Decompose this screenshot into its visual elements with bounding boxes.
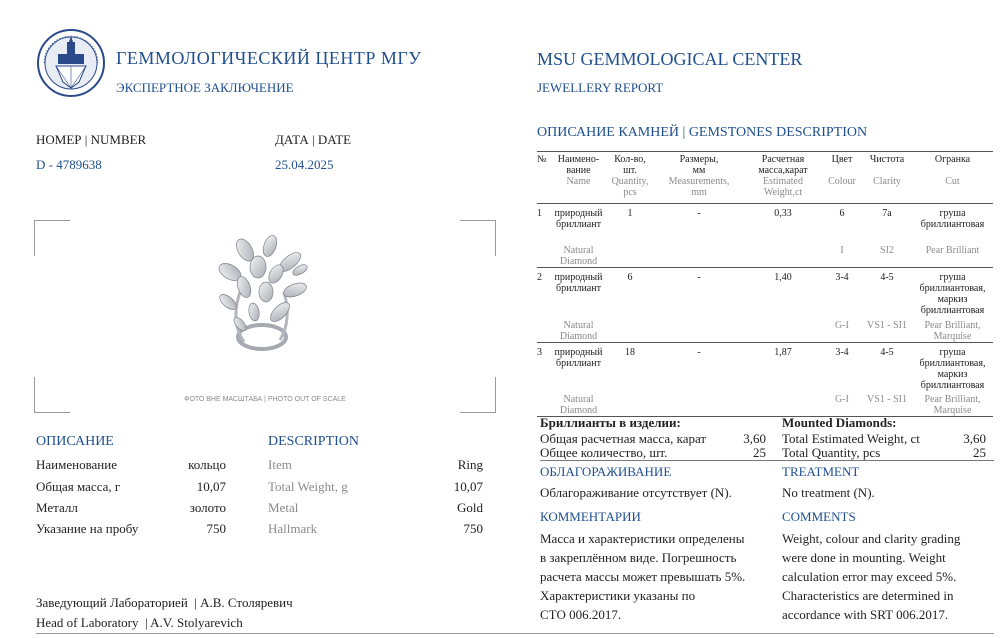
cell-colour-en: G-I — [822, 316, 862, 342]
hallmark-label-en: Hallmark — [268, 521, 318, 536]
photo-caption: ФОТО ВНЕ МАСШТАБА | PHOTO OUT OF SCALE — [184, 396, 346, 403]
total-weight-value-ru: 3,60 — [743, 431, 766, 446]
cell-name: природный бриллиант — [554, 346, 603, 369]
comment-line: СТО 006.2017. — [540, 607, 622, 622]
col-header-en: Estimated Weight,ct — [744, 176, 822, 204]
item-label-en: Item — [268, 457, 292, 472]
item-label-ru: Наименование — [36, 457, 117, 472]
mounted-heading-ru: Бриллианты в изделии: — [540, 415, 681, 430]
comment-line: в закреплённом виде. Погрешность — [540, 550, 737, 565]
cell-name: природный бриллиант — [554, 208, 603, 230]
signature-ru: Заведующий Лабораторией | А.В. Столяревич — [36, 595, 293, 610]
hallmark-value-en: 750 — [463, 521, 483, 536]
treatment-heading-ru: ОБЛАГОРАЖИВАНИЕ — [540, 464, 672, 479]
table-row — [537, 391, 993, 417]
col-header-qty: Кол-во, шт. — [606, 152, 654, 177]
col-header-name: Наимено- вание — [551, 152, 606, 177]
cell-qty: 1 — [627, 208, 633, 219]
description-heading-ru: ОПИСАНИЕ — [36, 434, 114, 449]
cell-colour-en: I — [822, 240, 862, 268]
cell-name: природный бриллиант — [554, 272, 603, 294]
cell-name-en: Natural Diamond — [551, 316, 606, 342]
comments-heading-en: COMMENTS — [782, 509, 856, 524]
comment-line: Характеристики указаны по — [540, 588, 696, 603]
msu-logo-icon — [36, 28, 106, 98]
bottom-divider — [36, 633, 994, 634]
total-qty-label-ru: Общее количество, шт. — [540, 445, 668, 460]
treatment-heading-en: TREATMENT — [782, 464, 860, 479]
col-header-size: Размеры, мм — [654, 152, 744, 177]
cell-no: 2 — [537, 272, 542, 283]
signature-en: Head of Laboratory | A.V. Stolyarevich — [36, 615, 243, 630]
col-header-en: Cut — [912, 176, 993, 204]
cell-clarity-en: VS1 - SI1 — [862, 316, 912, 342]
total-weight-label-ru: Общая расчетная масса, карат — [540, 431, 707, 446]
photo-frame-corner — [460, 220, 496, 256]
weight-value-en: 10,07 — [453, 479, 483, 494]
ring-photo — [200, 232, 320, 362]
metal-value-ru: золото — [189, 500, 226, 515]
weight-value-ru: 10,07 — [196, 479, 226, 494]
hallmark-label-ru: Указание на пробу — [36, 521, 139, 536]
table-row — [537, 342, 993, 391]
cell-colour: 3-4 — [835, 346, 849, 358]
cell-size: - — [697, 346, 701, 358]
photo-frame-corner — [34, 220, 70, 256]
report-subtitle-ru: ЭКСПЕРТНОЕ ЗАКЛЮЧЕНИЕ — [116, 80, 294, 95]
cell-colour-en: G-I — [822, 391, 862, 417]
cell-size: - — [697, 272, 701, 283]
hallmark-value-ru: 750 — [206, 521, 226, 536]
cell-cut-en: Pear Brilliant, Marquise — [912, 316, 993, 342]
report-date-value: 25.04.2025 — [275, 157, 334, 172]
cell-cut: груша бриллиантовая, маркиз бриллиантовая — [919, 272, 986, 316]
total-weight-value-en: 3,60 — [963, 431, 986, 446]
cell-cut-en: Pear Brilliant — [912, 240, 993, 268]
col-header-cut: Огранка — [912, 152, 993, 177]
comment-line: calculation error may exceed 5%. — [782, 569, 957, 584]
cell-clarity-en: VS1 - SI1 — [862, 391, 912, 417]
total-qty-value-en: 25 — [973, 445, 986, 460]
comment-line: Weight, colour and clarity grading — [782, 531, 961, 546]
weight-label-en: Total Weight, g — [268, 479, 348, 494]
col-header-en: Name — [551, 176, 606, 204]
total-weight-label-en: Total Estimated Weight, ct — [782, 431, 920, 446]
comments-text-ru — [540, 529, 745, 624]
cell-no: 1 — [537, 208, 542, 219]
table-row — [537, 204, 993, 240]
col-header-weight: Расчетная масса,карат — [744, 152, 822, 177]
cell-weight: 1,87 — [774, 346, 792, 358]
total-qty-label-en: Total Quantity, pcs — [782, 445, 881, 460]
center-title-ru: ГЕММОЛОГИЧЕСКИЙ ЦЕНТР МГУ — [116, 48, 422, 68]
comment-line: Characteristics are determined in — [782, 588, 954, 603]
cell-size: - — [697, 208, 701, 219]
cell-clarity: 7а — [882, 208, 892, 219]
gemstones-heading: ОПИСАНИЕ КАМНЕЙ | GEMSTONES DESCRIPTION — [537, 125, 868, 140]
col-header-en: Measurements, mm — [654, 176, 744, 204]
cell-name-en: Natural Diamond — [551, 391, 606, 417]
col-header-en: Colour — [822, 176, 862, 204]
cell-qty: 6 — [627, 272, 633, 283]
comments-text-en — [782, 529, 960, 624]
cell-weight: 1,40 — [774, 272, 792, 283]
photo-frame-corner — [34, 377, 70, 413]
gemstones-table — [537, 151, 993, 417]
cell-qty: 18 — [625, 346, 635, 358]
cell-cut-en: Pear Brilliant, Marquise — [912, 391, 993, 417]
cell-clarity-en: SI2 — [862, 240, 912, 268]
treatment-text-en: No treatment (N). — [782, 485, 875, 500]
table-row — [537, 316, 993, 342]
item-value-ru: кольцо — [188, 457, 226, 472]
col-header-en — [537, 176, 551, 204]
comment-line: расчета массы может превышать 5%. — [540, 569, 746, 584]
metal-value-en: Gold — [457, 500, 483, 515]
center-title-en: MSU GEMMOLOGICAL CENTER — [537, 49, 803, 69]
description-heading-en: DESCRIPTION — [268, 434, 360, 449]
cell-clarity: 4-5 — [880, 272, 894, 283]
cell-clarity: 4-5 — [880, 346, 894, 358]
col-header-colour: Цвет — [822, 152, 862, 177]
cell-cut: груша бриллиантовая, маркиз бриллиантовая — [919, 346, 986, 391]
comment-line: Масса и характеристики определены — [540, 531, 745, 546]
report-number-label: НОМЕР | NUMBER — [36, 132, 147, 147]
col-header-en: Quantity, pcs — [606, 176, 654, 204]
photo-frame-corner — [460, 377, 496, 413]
col-header-no: № — [537, 152, 551, 177]
mounted-divider — [540, 460, 994, 461]
report-subtitle-en: JEWELLERY REPORT — [537, 80, 664, 95]
treatment-text-ru: Облагораживание отсутствует (N). — [540, 485, 732, 500]
item-value-en: Ring — [457, 457, 483, 472]
comments-heading-ru: КОММЕНТАРИИ — [540, 509, 641, 524]
metal-label-en: Metal — [268, 500, 299, 515]
col-header-en: Clarity — [862, 176, 912, 204]
report-number-value: D - 4789638 — [36, 157, 102, 172]
cell-name-en: Natural Diamond — [551, 240, 606, 268]
report-date-label: ДАТА | DATE — [275, 132, 352, 147]
cell-weight: 0,33 — [774, 208, 792, 219]
cell-colour: 3-4 — [835, 272, 849, 283]
mounted-heading-en: Mounted Diamonds: — [782, 415, 897, 430]
total-qty-value-ru: 25 — [753, 445, 766, 460]
comment-line: accordance with SRT 006.2017. — [782, 607, 949, 622]
cell-colour: 6 — [839, 208, 845, 219]
metal-label-ru: Металл — [36, 500, 78, 515]
weight-label-ru: Общая масса, г — [36, 479, 121, 494]
table-row — [537, 240, 993, 268]
cell-no: 3 — [537, 346, 542, 358]
cell-cut: груша бриллиантовая — [920, 208, 985, 230]
col-header-clarity: Чистота — [862, 152, 912, 177]
comment-line: were done in mounting. Weight — [782, 550, 946, 565]
table-row — [537, 268, 993, 317]
